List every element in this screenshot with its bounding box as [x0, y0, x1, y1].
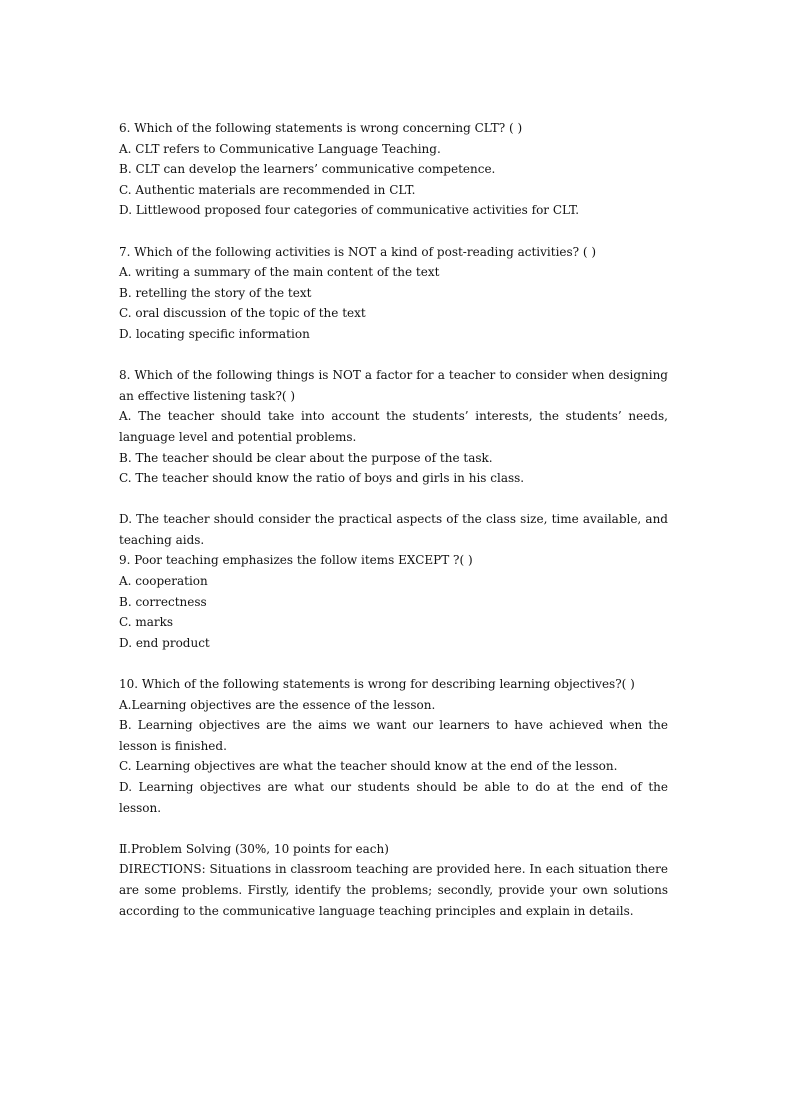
section-heading: Ⅱ.Problem Solving (30%, 10 points for each) — [119, 841, 389, 856]
option-a: A.Learning objectives are the essence of the lesson. — [119, 697, 436, 712]
question-7 — [119, 242, 668, 345]
option-d: D. Learning objectives are what our students should be able to do at the end of the lesson. — [119, 780, 668, 815]
option-b: B. retelling the story of the text — [119, 285, 312, 300]
option-b: B. The teacher should be clear about the purpose of the task. — [119, 450, 493, 465]
question-9 — [119, 550, 668, 653]
option-c: C. The teacher should know the ratio of boys and girls in his class. — [119, 471, 525, 486]
question-stem: 10. Which of the following statements is wrong for describing learning objectives?( ) — [119, 677, 635, 692]
option-a: A. writing a summary of the main content of the text — [119, 265, 440, 280]
question-10 — [119, 674, 668, 818]
section-problem-solving — [119, 839, 668, 921]
option-a: A. CLT refers to Communicative Language Teaching. — [119, 141, 441, 156]
spacer — [119, 221, 668, 242]
question-stem: 6. Which of the following statements is wrong concerning CLT? ( ) — [119, 121, 523, 135]
question-stem: 7. Which of the following activities is NOT a kind of post-reading activities? ( ) — [119, 244, 597, 259]
option-d: D. end product — [119, 635, 210, 650]
section-directions: DIRECTIONS: Situations in classroom teaching are provided here. In each situation there are some problems. Firstly, identify the problems; secondly, provide your own solutions according to the communicative language teaching principles and explain in details. — [119, 862, 668, 918]
option-c: C. oral discussion of the topic of the text — [119, 306, 366, 321]
spacer — [119, 818, 668, 839]
option-b: B. CLT can develop the learners’ communicative competence. — [119, 162, 496, 177]
option-d: D. The teacher should consider the practical aspects of the class size, time available, and teaching aids. — [119, 512, 668, 547]
question-8 — [119, 365, 668, 550]
question-stem: 9. Poor teaching emphasizes the follow items EXCEPT ?( ) — [119, 553, 473, 568]
option-d: D. locating specific information — [119, 326, 310, 341]
option-c: C. Learning objectives are what the teacher should know at the end of the lesson. — [119, 759, 618, 774]
option-c: C. Authentic materials are recommended in CLT. — [119, 182, 416, 197]
option-a: A. cooperation — [119, 574, 208, 589]
spacer — [119, 345, 668, 366]
document-page — [119, 118, 668, 921]
spacer — [119, 653, 668, 674]
option-d: D. Littlewood proposed four categories of communicative activities for CLT. — [119, 203, 580, 218]
option-b: B. correctness — [119, 594, 207, 609]
option-b: B. Learning objectives are the aims we want our learners to have achieved when the lesson is finished. — [119, 718, 668, 753]
option-c: C. marks — [119, 615, 174, 630]
spacer — [119, 489, 668, 510]
option-a: A. The teacher should take into account the students’ interests, the students’ needs, language level and potential problems. — [119, 409, 668, 444]
question-stem: 8. Which of the following things is NOT a factor for a teacher to consider when designing an effective listening task?( ) — [119, 368, 668, 403]
question-6 — [119, 118, 668, 221]
